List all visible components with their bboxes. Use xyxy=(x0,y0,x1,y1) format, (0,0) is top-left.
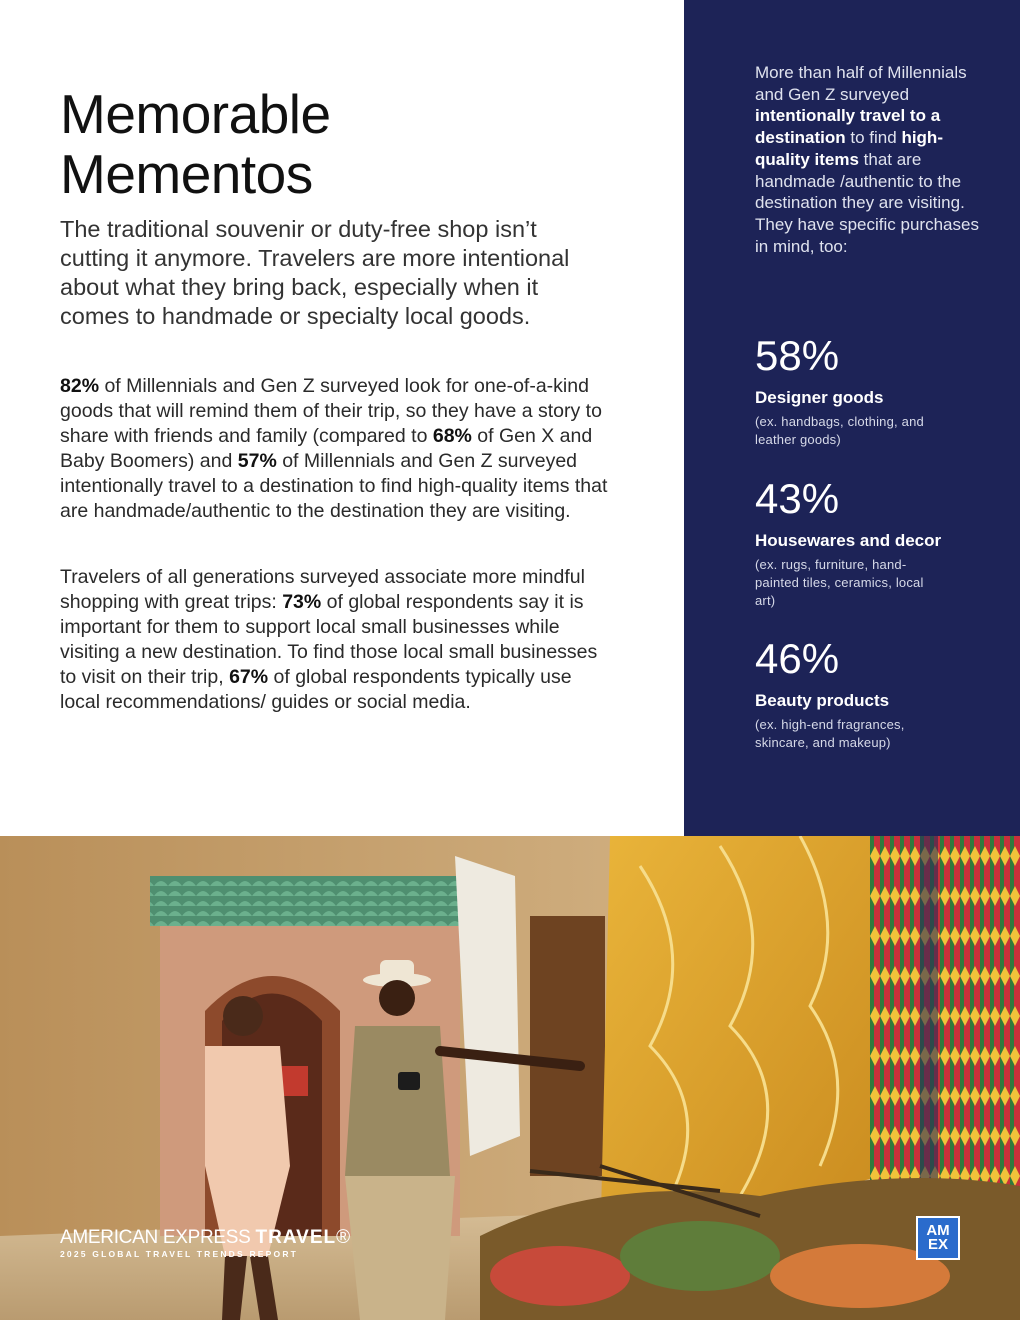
stat-value: 43% xyxy=(755,475,840,522)
logo-bottom-text: EX xyxy=(927,1236,948,1253)
stat-example: (ex. high-end fragrances, skincare, and makeup) xyxy=(755,717,905,750)
man-left-head xyxy=(223,996,263,1036)
tiled-roof xyxy=(150,876,470,926)
stat-example: (ex. handbags, clothing, and leather goods) xyxy=(755,414,924,447)
man-right-shirt xyxy=(345,1026,450,1176)
stat-highlight: 57% xyxy=(237,450,277,472)
sidebar-intro-emphasis: intentionally travel to a destination xyxy=(755,106,941,148)
stat-value: 46% xyxy=(755,635,840,682)
man-right-trousers xyxy=(345,1176,455,1320)
sidebar-intro-segment: to find xyxy=(845,128,902,148)
sidebar-intro-segment: that are handmade /authentic to the destination they are visiting. They have specific purchases in mind, too: xyxy=(755,149,979,256)
stat-designer-goods xyxy=(755,333,995,449)
stat-example: (ex. rugs, furniture, hand-painted tiles, ceramics, local art) xyxy=(755,557,924,608)
body-text-segment: of global respondents typically use local recommendations/ guides or social media. xyxy=(60,666,572,713)
stats-sidebar xyxy=(684,0,1020,836)
brand-name-bold: TRAVEL xyxy=(255,1227,337,1248)
kilim-divider xyxy=(920,836,938,1236)
stat-beauty-products xyxy=(755,636,995,752)
striped-kilims xyxy=(870,836,1020,1239)
basket-green xyxy=(620,1221,780,1291)
sidebar-intro xyxy=(755,62,985,257)
sidebar-intro-emphasis: high-quality items xyxy=(755,128,943,169)
man-right-head xyxy=(379,980,415,1016)
article-main xyxy=(60,83,620,713)
body-text-segment: of Millennials and Gen Z surveyed look for one-of-a-kind goods that will remind them of their trip, so they have a story to share with friends and family (compared to xyxy=(60,375,602,447)
report-title: 2025 GLOBAL TRAVEL TRENDS REPORT xyxy=(60,1249,299,1259)
page-title xyxy=(60,84,620,204)
brand-footer xyxy=(60,1228,350,1260)
stat-label: Designer goods xyxy=(755,388,884,407)
basket-red xyxy=(490,1246,630,1306)
body-text-segment: of Millennials and Gen Z surveyed intentionally travel to a destination to find high-quality items that are handmade/authentic to the destination they are visiting. xyxy=(60,450,608,522)
wooden-door xyxy=(530,916,605,1176)
stat-highlight: 82% xyxy=(60,375,100,397)
stat-highlight: 73% xyxy=(282,591,322,613)
stat-highlight: 68% xyxy=(432,425,472,447)
camera xyxy=(398,1072,420,1090)
sidebar-intro-segment: More than half of Millennials and Gen Z surveyed xyxy=(755,63,967,104)
stat-housewares xyxy=(755,476,995,610)
stat-highlight: 67% xyxy=(229,666,269,688)
body-text-segment: Travelers of all generations surveyed associate more mindful shopping with great trips: xyxy=(60,566,585,613)
body-text-segment: of Gen X and Baby Boomers) and xyxy=(60,425,593,472)
amex-logo xyxy=(916,1216,960,1260)
body-paragraph-1 xyxy=(60,374,616,524)
intro-paragraph: The traditional souvenir or duty-free shop isn’t cutting it anymore. Travelers are more intentional about what they bring back, especially when it comes to handmade or specialty local goods. xyxy=(60,216,570,329)
title-line-1: Memorable xyxy=(60,83,331,145)
brand-name xyxy=(60,1228,350,1248)
brand-name-light: AMERICAN EXPRESS xyxy=(60,1227,256,1248)
stat-label: Beauty products xyxy=(755,691,890,710)
logo-top-text: AM xyxy=(926,1222,950,1239)
stat-value: 58% xyxy=(755,332,840,379)
stat-label: Housewares and decor xyxy=(755,531,942,550)
body-paragraph-2 xyxy=(60,565,616,715)
brand-registered-mark: ® xyxy=(336,1227,350,1248)
body-text-segment: of global respondents say it is important for them to support local small businesses while visiting a new destination. To find those local small businesses to visit on their trip, xyxy=(60,591,598,688)
title-line-2: Mementos xyxy=(60,143,313,205)
man-right-hat xyxy=(380,960,414,982)
